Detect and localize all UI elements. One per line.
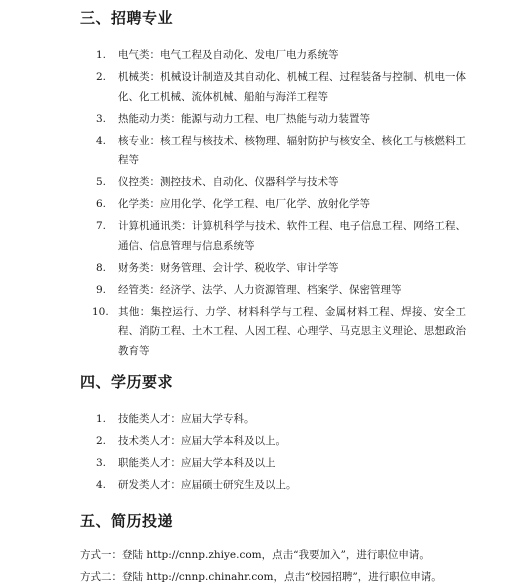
list-number: 1. — [96, 49, 107, 61]
section-title-resume: 五、简历投递 — [80, 512, 174, 530]
list-number: 8. — [96, 261, 107, 274]
list-item — [96, 476, 466, 496]
list-item — [96, 110, 466, 130]
list-item — [96, 46, 466, 66]
list-text: 研发类人才：应届硕士研究生及以上。 — [118, 479, 297, 491]
list-text: 仪控类：测控技术、自动化、仪器科学与技术等 — [118, 176, 339, 188]
list-number: 2. — [96, 435, 107, 447]
list-number: 6. — [96, 198, 107, 210]
list-text: 热能动力类：能源与动力工程、电厂热能与动力装置等 — [118, 112, 370, 125]
list-item — [96, 217, 466, 256]
list-text: 核专业：核工程与核技术、核物理、辐射防护与核安全、核化工与核燃料工程等 — [118, 134, 466, 166]
list-text: 化学类：应用化学、化学工程、电厂化学、放射化学等 — [118, 198, 370, 210]
resume-method-1: 方式一：登陆 http://cnnp.zhiye.com，点击“我要加入”，进行职位申请。 — [80, 549, 430, 561]
list-number: 3. — [96, 457, 107, 469]
list-number: 2. — [96, 71, 107, 83]
list-item — [96, 432, 466, 452]
list-number: 5. — [96, 176, 107, 188]
list-text: 电气类：电气工程及自动化、发电厂电力系统等 — [118, 49, 339, 61]
majors-list — [92, 46, 466, 361]
list-item — [96, 132, 466, 171]
list-number: 10. — [92, 305, 109, 318]
list-item — [96, 195, 466, 215]
list-item — [96, 173, 466, 193]
list-text: 机械类：机械设计制造及其自动化、机械工程、过程装备与控制、机电一体化、化工机械、流体机械、船舶与海洋工程等 — [118, 71, 466, 103]
list-item — [96, 68, 466, 107]
list-number: 4. — [96, 479, 107, 491]
list-number: 7. — [96, 220, 107, 232]
list-number: 4. — [96, 134, 107, 147]
list-text: 计算机通讯类：计算机科学与技术、软件工程、电子信息工程、网络工程、通信、信息管理与信息系统等 — [118, 220, 466, 252]
list-number: 1. — [96, 413, 107, 425]
education-list — [96, 410, 466, 496]
list-item — [96, 454, 466, 474]
list-item — [92, 303, 466, 362]
list-number: 3. — [96, 112, 107, 125]
list-text: 职能类人才：应届大学本科及以上 — [118, 457, 276, 469]
list-text: 技能类人才：应届大学专科。 — [118, 413, 255, 425]
list-item — [96, 259, 466, 279]
list-text: 经管类：经济学、法学、人力资源管理、档案学、保密管理等 — [118, 283, 402, 296]
list-text: 技术类人才：应届大学本科及以上。 — [118, 435, 286, 447]
resume-method-2: 方式二：登陆 http://cnnp.chinahr.com，点击“校园招聘”，进行职位申请。 — [80, 571, 442, 583]
list-text: 其他：集控运行、力学、材料科学与工程、金属材料工程、焊接、安全工程、消防工程、土木工程、人因工程、心理学、马克思主义理论、思想政治教育等 — [118, 305, 466, 357]
list-text: 财务类：财务管理、会计学、税收学、审计学等 — [118, 261, 339, 274]
list-item — [96, 281, 466, 301]
section-title-education: 四、学历要求 — [80, 373, 174, 391]
list-item — [96, 410, 466, 430]
list-number: 9. — [96, 283, 107, 296]
section-title-majors: 三、招聘专业 — [80, 9, 174, 27]
